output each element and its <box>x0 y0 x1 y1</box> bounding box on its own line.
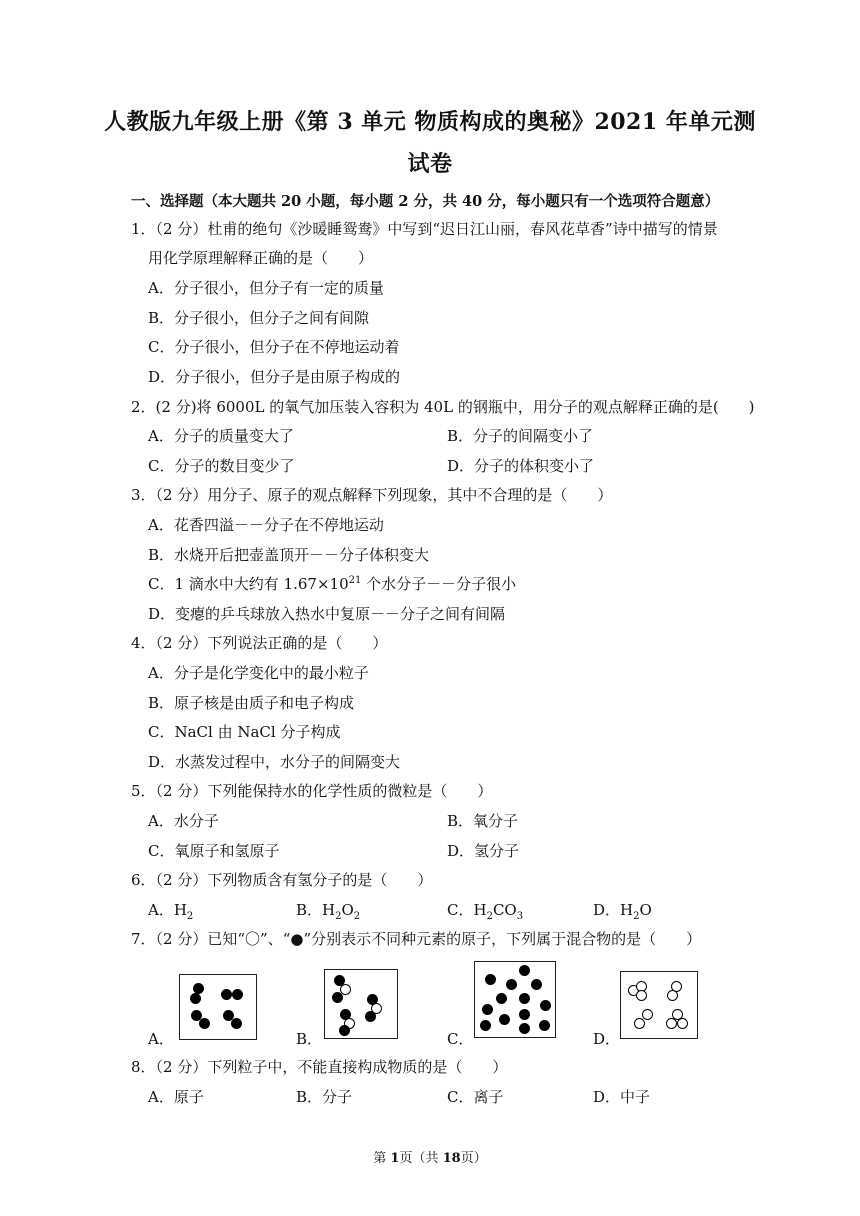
q5-option-a: A．水分子 <box>148 812 219 830</box>
q8-option-d: D．中子 <box>593 1088 651 1106</box>
q6-option-d: D．$H_2O$ <box>593 901 652 922</box>
q4-option-c: C．NaCl 由 NaCl 分子构成 <box>148 723 341 741</box>
q1-stem-line-1: 1．（2 分）杜甫的绝句《沙暖睡鸳鸯》中写到“迟日江山丽，春风花草香”诗中描写的情景 <box>131 220 718 238</box>
black-atom <box>519 965 530 976</box>
q2-option-c: C．分子的数目变少了 <box>148 457 295 475</box>
black-atom <box>365 1011 376 1022</box>
black-atom <box>519 993 530 1004</box>
q7-option-d-label: D． <box>593 1030 621 1048</box>
black-atom <box>499 1014 510 1025</box>
q4-option-a: A．分子是化学变化中的最小粒子 <box>148 664 369 682</box>
q4-stem: 4．（2 分）下列说法正确的是（ ） <box>131 634 388 652</box>
black-atom <box>332 992 343 1003</box>
black-atom <box>482 1004 493 1015</box>
q7-option-c-label: C． <box>447 1030 474 1048</box>
black-atom <box>232 989 243 1000</box>
q3-option-d: D．变瘪的乒乓球放入热水中复原－－分子之间有间隔 <box>148 605 506 623</box>
q6-option-a: A．$H_2$ <box>148 901 194 922</box>
q3-stem: 3．（2 分）用分子、原子的观点解释下列现象，其中不合理的是（ ） <box>131 486 613 504</box>
q1-option-d: D．分子很小，但分子是由原子构成的 <box>148 368 401 386</box>
white-atom <box>677 1018 688 1029</box>
q4-option-b: B．原子核是由质子和电子构成 <box>148 694 355 712</box>
q1-option-c: C．分子很小，但分子在不停地运动着 <box>148 338 400 356</box>
q6-stem: 6．（2 分）下列物质含有氢分子的是（ ） <box>131 871 433 889</box>
white-atom <box>666 1018 677 1029</box>
q8-stem: 8．（2 分）下列粒子中，不能直接构成物质的是（ ） <box>131 1058 508 1076</box>
q2-stem: 2．(2 分)将 6000L 的氧气加压装入容积为 40L 的钢瓶中，用分子的观点解释正确的是( ) <box>131 398 755 416</box>
q1-stem-line-2: 用化学原理解释正确的是（ ） <box>148 249 374 267</box>
section-heading: 一、选择题（本大题共 20 小题，每小题 2 分，共 40 分，每小题只有一个选项符合题意） <box>131 193 720 210</box>
q5-option-d: D．氢分子 <box>447 842 520 860</box>
black-atom <box>221 989 232 1000</box>
q5-option-c: C．氧原子和氢原子 <box>148 842 280 860</box>
q7-stem: 7．（2 分）已知“〇”、“●”分别表示不同种元素的原子，下列属于混合物的是（ ） <box>131 930 702 948</box>
q2-option-d: D．分子的体积变小了 <box>447 457 595 475</box>
q2-option-a: A．分子的质量变大了 <box>148 427 294 445</box>
black-atom <box>485 974 496 985</box>
q1-option-b: B．分子很小，但分子之间有间隙 <box>148 309 370 327</box>
black-atom <box>539 1020 550 1031</box>
q3-option-a: A．花香四溢－－分子在不停地运动 <box>148 516 384 534</box>
q7-option-d-diagram <box>620 971 698 1039</box>
q3-option-b: B．水烧开后把壶盖顶开－－分子体积变大 <box>148 546 430 564</box>
black-atom <box>531 979 542 990</box>
page-footer: 第 1页（共 18页） <box>373 1151 487 1166</box>
q6-option-b: B．$H_2O_2$ <box>296 901 361 922</box>
black-atom <box>519 1023 530 1034</box>
black-atom <box>540 1000 551 1011</box>
white-atom <box>634 1018 645 1029</box>
white-atom <box>642 1009 653 1020</box>
black-atom <box>199 1018 210 1029</box>
q1-option-a: A．分子很小，但分子有一定的质量 <box>148 279 384 297</box>
black-atom <box>231 1018 242 1029</box>
black-atom <box>496 993 507 1004</box>
q8-option-a: A．原子 <box>148 1088 204 1106</box>
white-atom <box>636 990 647 1001</box>
q2-option-b: B．分子的间隔变小了 <box>447 427 594 445</box>
q7-option-c-diagram <box>474 961 556 1038</box>
black-atom <box>190 993 201 1004</box>
q7-option-b-label: B． <box>296 1030 323 1048</box>
current-page-number: 1 <box>390 1151 400 1166</box>
q4-option-d: D．水蒸发过程中，水分子的间隔变大 <box>148 753 401 771</box>
black-atom <box>339 1025 350 1036</box>
exam-title-line-2: 试卷 <box>407 151 453 177</box>
q3-option-c: C．1 滴水中大约有 $1.67\times 10^{21}$ 个水分子－－分子很小 <box>148 575 517 593</box>
black-atom <box>506 979 517 990</box>
black-atom <box>519 1009 530 1020</box>
q7-option-b-diagram <box>324 969 398 1039</box>
q5-option-b: B．氧分子 <box>447 812 519 830</box>
exam-title-line-1: 人教版九年级上册《第 3 单元 物质构成的奥秘》2021 年单元测 <box>104 109 756 135</box>
white-atom <box>667 990 678 1001</box>
q6-option-c: C．$H_2CO_3$ <box>447 901 524 922</box>
q7-option-a-diagram <box>179 974 257 1040</box>
black-atom <box>480 1020 491 1031</box>
q7-option-a-label: A． <box>148 1030 174 1048</box>
total-pages: 18 <box>442 1151 461 1166</box>
q5-stem: 5．（2 分）下列能保持水的化学性质的微粒是（ ） <box>131 782 493 800</box>
q8-option-b: B．分子 <box>296 1088 353 1106</box>
q8-option-c: C．离子 <box>447 1088 504 1106</box>
